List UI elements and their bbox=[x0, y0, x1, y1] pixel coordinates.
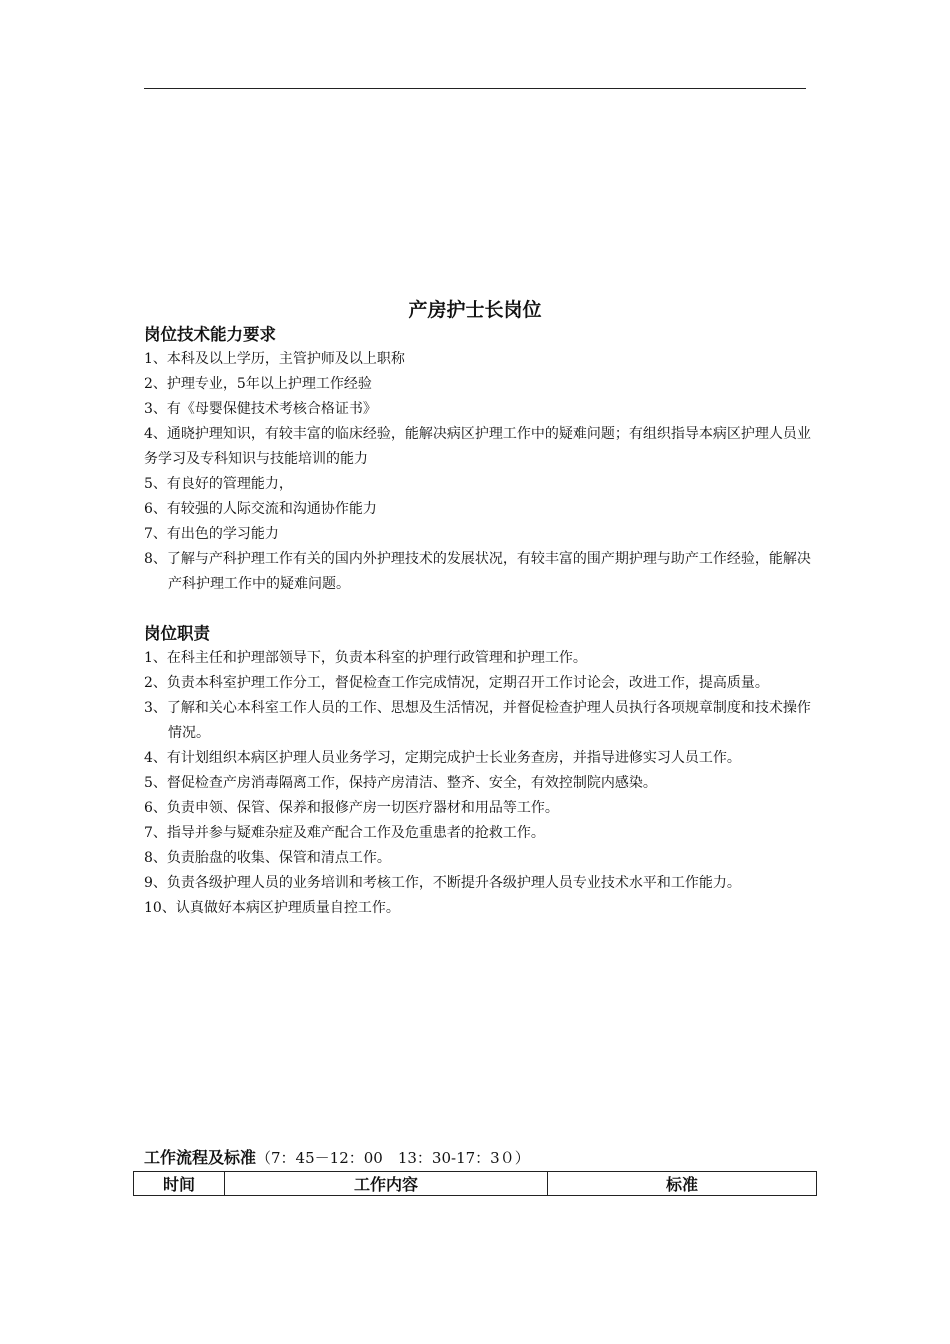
competency-item: 1、本科及以上学历，主管护师及以上职称 bbox=[144, 351, 405, 367]
column-header-content: 工作内容 bbox=[225, 1172, 548, 1196]
duty-item: 10、认真做好本病区护理质量自控工作。 bbox=[144, 900, 400, 916]
duties-section bbox=[144, 622, 812, 921]
header-rule bbox=[144, 88, 806, 89]
competency-list bbox=[144, 347, 812, 597]
competency-item: 2、护理专业，5年以上护理工作经验 bbox=[144, 376, 372, 392]
competency-item: 3、有《母婴保健技术考核合格证书》 bbox=[144, 401, 377, 417]
duty-item: 8、负责胎盘的收集、保管和清点工作。 bbox=[144, 850, 391, 866]
document-title: 产房护士长岗位 bbox=[408, 299, 542, 321]
duty-item: 5、督促检查产房消毒隔离工作，保持产房清洁、整齐、安全，有效控制院内感染。 bbox=[144, 775, 657, 791]
duty-item: 4、有计划组织本病区护理人员业务学习，定期完成护士长业务查房，并指导进修实习人员工作。 bbox=[144, 750, 741, 766]
column-header-time: 时间 bbox=[134, 1172, 225, 1196]
workflow-hours: （7：45－12：00 13：30-17：3０） bbox=[256, 1149, 530, 1167]
duties-heading: 岗位职责 bbox=[144, 624, 210, 643]
duty-item: 6、负责申领、保管、保养和报修产房一切医疗器材和用品等工作。 bbox=[144, 800, 559, 816]
competency-item: 6、有较强的人际交流和沟通协作能力 bbox=[144, 501, 377, 517]
competency-item: 5、有良好的管理能力， bbox=[144, 476, 293, 492]
competency-item: 4、通晓护理知识，有较丰富的临床经验，能解决病区护理工作中的疑难问题；有组织指导本病区护理人员业务学习及专科知识与技能培训的能力 bbox=[144, 426, 811, 467]
competency-item: 8、了解与产科护理工作有关的国内外护理技术的发展状况，有较丰富的围产期护理与助产工作经验，能解决产科护理工作中的疑难问题。 bbox=[144, 551, 811, 592]
duty-item: 3、了解和关心本科室工作人员的工作、思想及生活情况，并督促检查护理人员执行各项规章制度和技术操作情况。 bbox=[144, 700, 811, 741]
competency-heading: 岗位技术能力要求 bbox=[144, 325, 276, 344]
table-header-row bbox=[134, 1172, 817, 1196]
duty-item: 7、指导并参与疑难杂症及难产配合工作及危重患者的抢救工作。 bbox=[144, 825, 545, 841]
column-header-standard: 标准 bbox=[548, 1172, 817, 1196]
competency-section bbox=[144, 323, 812, 597]
duty-item: 9、负责各级护理人员的业务培训和考核工作，不断提升各级护理人员专业技术水平和工作能力。 bbox=[144, 875, 741, 891]
duties-list bbox=[144, 646, 812, 921]
competency-item: 7、有出色的学习能力 bbox=[144, 526, 279, 542]
workflow-heading-label: 工作流程及标准 bbox=[144, 1148, 257, 1167]
duty-item: 1、在科主任和护理部领导下，负责本科室的护理行政管理和护理工作。 bbox=[144, 650, 587, 666]
workflow-heading bbox=[144, 1146, 530, 1170]
workflow-table bbox=[133, 1171, 817, 1196]
duty-item: 2、负责本科室护理工作分工，督促检查工作完成情况，定期召开工作讨论会，改进工作，提高质量。 bbox=[144, 675, 769, 691]
